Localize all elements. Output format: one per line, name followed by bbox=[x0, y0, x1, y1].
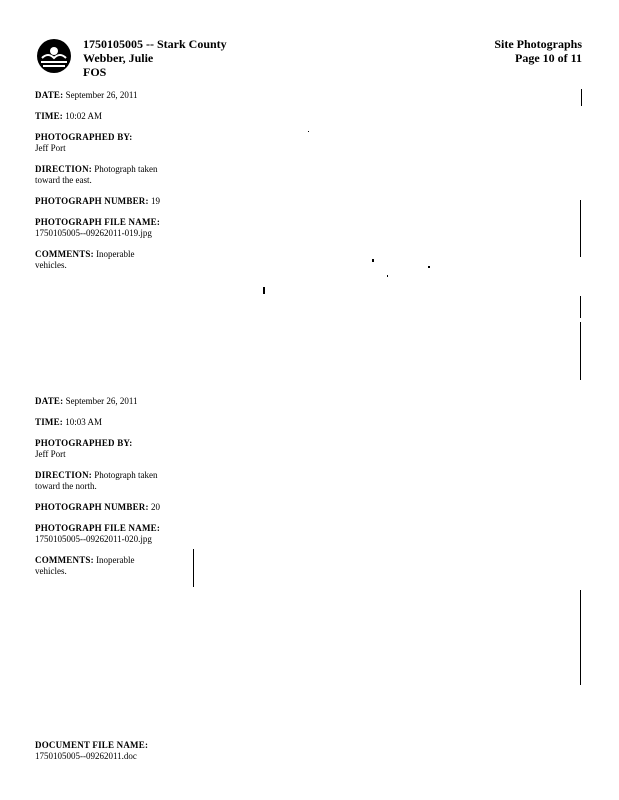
file-name-label: PHOTOGRAPH FILE NAME: bbox=[35, 523, 161, 533]
scan-artifact-line bbox=[580, 322, 581, 380]
time-label: TIME: bbox=[35, 417, 63, 427]
direction-value-line1: Photograph taken bbox=[94, 164, 158, 174]
direction-row bbox=[35, 470, 195, 492]
photo-entry-2 bbox=[35, 396, 195, 587]
date-value: September 26, 2011 bbox=[65, 396, 138, 406]
comments-label: COMMENTS: bbox=[35, 555, 94, 565]
document-file-name-block bbox=[35, 740, 255, 772]
document-file-name-row bbox=[35, 740, 255, 762]
photographer-label: PHOTOGRAPHED BY: bbox=[35, 132, 133, 142]
comments-label: COMMENTS: bbox=[35, 249, 94, 259]
scan-artifact-line bbox=[580, 296, 581, 318]
page-indicator: Page 10 of 11 bbox=[515, 51, 582, 65]
direction-label: DIRECTION: bbox=[35, 164, 93, 174]
photo-number-value: 20 bbox=[150, 502, 160, 512]
scan-speck bbox=[387, 275, 388, 277]
photographer-row bbox=[35, 438, 195, 460]
photo-number-value: 19 bbox=[150, 196, 160, 206]
time-row bbox=[35, 111, 195, 122]
photo-number-label: PHOTOGRAPH NUMBER: bbox=[35, 502, 149, 512]
direction-row bbox=[35, 164, 195, 186]
document-file-name-label: DOCUMENT FILE NAME: bbox=[35, 740, 149, 750]
scan-speck bbox=[308, 131, 309, 132]
date-row bbox=[35, 396, 195, 407]
scan-artifact-line bbox=[580, 200, 581, 257]
document-file-name-value: 1750105005--09262011.doc bbox=[35, 751, 137, 761]
date-label: DATE: bbox=[35, 396, 64, 406]
comments-value-line1: Inoperable bbox=[96, 555, 135, 565]
file-name-value: 1750105005--09262011-019.jpg bbox=[35, 228, 152, 238]
file-name-value: 1750105005--09262011-020.jpg bbox=[35, 534, 152, 544]
inspector-name: Webber, Julie bbox=[83, 51, 154, 65]
comments-row bbox=[35, 249, 195, 271]
direction-value-line2: toward the north. bbox=[35, 481, 97, 491]
scan-artifact-line bbox=[193, 549, 194, 587]
comments-value-line2: vehicles. bbox=[35, 566, 67, 576]
photo-number-row bbox=[35, 502, 195, 513]
photographer-label: PHOTOGRAPHED BY: bbox=[35, 438, 133, 448]
header-right bbox=[494, 37, 582, 65]
file-name-row bbox=[35, 217, 195, 239]
scan-artifact-line bbox=[263, 287, 265, 294]
time-label: TIME: bbox=[35, 111, 63, 121]
time-value: 10:03 AM bbox=[65, 417, 103, 427]
photographer-value: Jeff Port bbox=[35, 449, 66, 459]
direction-value-line2: toward the east. bbox=[35, 175, 92, 185]
time-row bbox=[35, 417, 195, 428]
site-id-county: 1750105005 -- Stark County bbox=[83, 37, 227, 51]
section-title: Site Photographs bbox=[494, 37, 582, 51]
file-name-label: PHOTOGRAPH FILE NAME: bbox=[35, 217, 161, 227]
header-left bbox=[83, 37, 227, 79]
office-code: FOS bbox=[83, 65, 107, 79]
comments-value-line1: Inoperable bbox=[96, 249, 135, 259]
scan-speck bbox=[372, 259, 374, 262]
date-label: DATE: bbox=[35, 90, 64, 100]
photo-number-row bbox=[35, 196, 195, 207]
photo-number-label: PHOTOGRAPH NUMBER: bbox=[35, 196, 149, 206]
photo-entry-1 bbox=[35, 90, 195, 281]
direction-label: DIRECTION: bbox=[35, 470, 93, 480]
date-value: September 26, 2011 bbox=[65, 90, 138, 100]
scan-artifact-line bbox=[580, 590, 581, 685]
photographer-row bbox=[35, 132, 195, 154]
agency-logo-icon bbox=[36, 38, 72, 74]
comments-row bbox=[35, 555, 195, 577]
scan-speck bbox=[428, 266, 430, 268]
comments-value-line2: vehicles. bbox=[35, 260, 67, 270]
direction-value-line1: Photograph taken bbox=[94, 470, 158, 480]
file-name-row bbox=[35, 523, 195, 545]
photographer-value: Jeff Port bbox=[35, 143, 66, 153]
date-row bbox=[35, 90, 195, 101]
scan-artifact-line bbox=[581, 89, 582, 106]
time-value: 10:02 AM bbox=[65, 111, 103, 121]
